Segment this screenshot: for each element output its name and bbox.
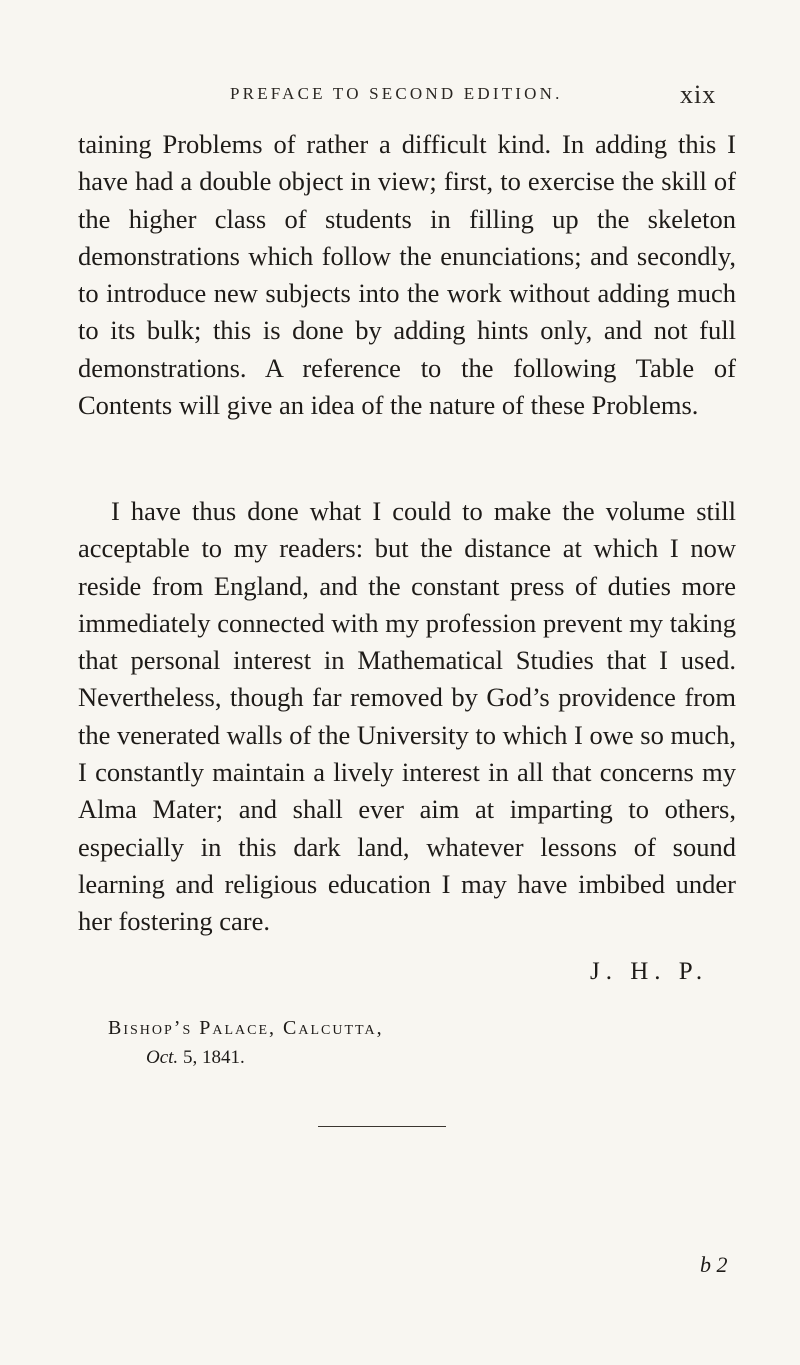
author-initials: J. H. P. bbox=[590, 958, 709, 985]
divider-rule bbox=[318, 1126, 446, 1127]
page-number: xix bbox=[680, 80, 717, 109]
running-head: PREFACE TO SECOND EDITION. bbox=[230, 84, 563, 103]
paragraph-1: taining Problems of rather a difficult kind. In adding this I have had a double object in view; first, to exercise the skill of the higher class of students in filling up the skeleton demonstrations which follow the enunciations; and secondly, to introduce new subjects into the work without adding much to its bulk; this is done by adding hints only, and not full demonstrations. A reference to the following Table of Contents will give an idea of the nature of these Problems. bbox=[78, 129, 736, 421]
paragraph-2: I have thus done what I could to make the volume still acceptable to my readers: but the distance at which I now reside from England, and the constant press of duties more immediately connected with my profession prevent my taking that personal interest in Mathematical Studies that I used. Nevertheless, though far removed by God’s providence from the venerated walls of the University to which I owe so much, I constantly maintain a lively interest in all that concerns my Alma Mater; and shall ever aim at imparting to others, especially in this dark land, whatever lessons of sound learning and religious education I may have imbibed under her fostering care. bbox=[78, 496, 736, 937]
printer-signature-mark: b 2 bbox=[700, 1252, 728, 1277]
date-month: Oct. bbox=[146, 1047, 179, 1068]
place-line: Bishop’s Palace, Calcutta, bbox=[108, 1017, 384, 1039]
date-day-year: 5, 1841. bbox=[182, 1047, 245, 1068]
date-line bbox=[146, 1047, 245, 1069]
